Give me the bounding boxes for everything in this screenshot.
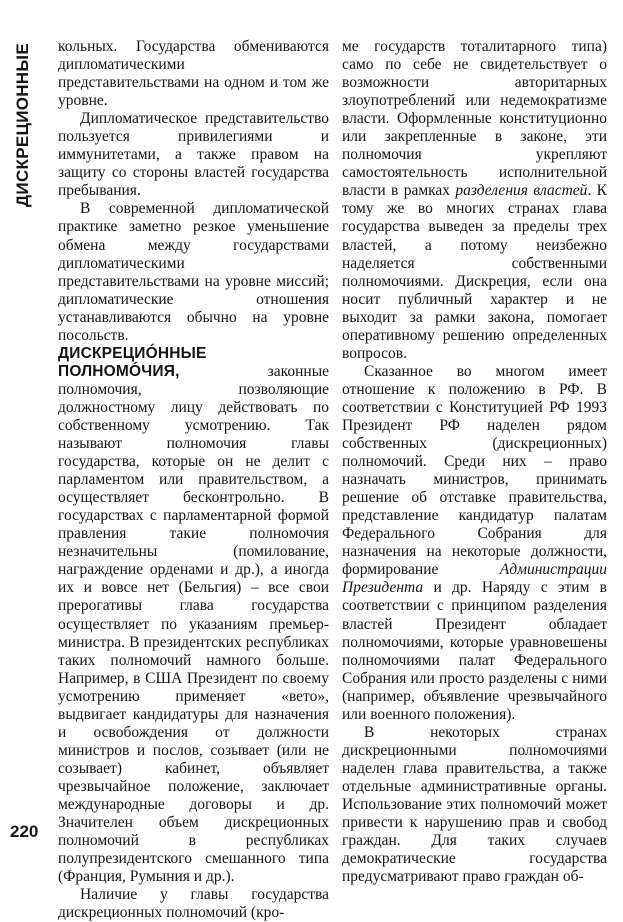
paragraph	[342, 38, 607, 363]
paragraph: В современной дипломатической практике заметно резкое уменьшение обмена между государствами дипломатическими представительствами на уровне миссий; дипломатические отношения устанавливаются обычно на уровне посольств.	[58, 200, 329, 344]
text-run: Сказанное во многом имеет отношение к положению в РФ. В соответствии с Конституцией РФ 1993 Президент РФ наделен рядом собственных (дискреционных) полномочий. Среди них – право назначать министров, принимать решение об отставке правительства, представление кандидатур палатам Федерального Собрания для назначения на некоторые должности, формирование	[342, 362, 607, 579]
running-head-text: ДИСКРЕЦИОННЫЕ	[13, 43, 32, 207]
page-number: 220	[10, 822, 39, 841]
entry-paragraph	[58, 345, 329, 886]
text-run: ме государств тоталитарного типа) само по себе не свидетельствует о возможности авторитарных злоупотреблений или недемократизме власти. Оформленные конституционно или закрепленные в законе, эти полномочия укрепляют самостоятельность исполнительной власти в рамках	[342, 38, 607, 200]
running-head	[10, 30, 36, 220]
entry-term: ДИСКРЕЦИÓННЫЕ ПОЛНОМÓЧИЯ,	[58, 344, 207, 380]
paragraph: Наличие у главы государства дискреционных полномочий (кро-	[58, 886, 329, 922]
left-column	[58, 38, 329, 922]
text-run: . К тому же во многих странах глава государства выведен за пределы трех властей, а потому неизбежно наделяется собственными полномочиями. Дискреция, если она носит публичный характер и не выходит за рамки закона, помогает оперативному решению определенных вопросов.	[342, 182, 608, 362]
entry-definition: законные полномочия, позволяющие должностному лицу действовать по собственному усмотрению. Так называют полномочия главы государства, которые он не делит с парламентом или правительством, а осуществляет бесконтрольно. В государствах с парламентарной формой правления такие полномочия незначительны (помилование, награждение орденами и др.), а иногда их и вовсе нет (Бельгия) – все свои прерогативы глава государства осуществляет по указаниям премьер-министра. В президентских республиках таких полномочий намного больше. Например, в США Президент по своему усмотрению применяет «вето», выдвигает кандидатуры для назначения и освобождения от должности министров и послов, созывает (или не созывает) кабинет, объявляет чрезвычайное положение, заключает международные договоры и др. Значителен объем дискреционных полномочий в республиках полупрезидентского смешанного типа (Франция, Румыния и др.).	[58, 362, 329, 886]
text-run: и др. Наряду с этим в соответствии с принципом разделения властей Президент обладает полномочиями, которые уравновешены полномочиями палат Федерального Собрания или просто разделены с ними (например, объявление чрезвычайного или военного положения).	[342, 579, 607, 723]
cross-reference: разделения властей	[455, 182, 588, 200]
right-column	[342, 38, 607, 886]
paragraph	[342, 363, 607, 724]
cross-reference: Администрации Президента	[342, 561, 607, 597]
paragraph: кольных. Государства обмениваются дипломатическими представительствами на одном и том же уровне.	[58, 38, 329, 110]
paragraph: Дипломатическое представительство пользуется привилегиями и иммунитетами, а также правом на защиту со стороны властей государства пребывания.	[58, 110, 329, 200]
paragraph: В некоторых странах дискреционными полномочиями наделен глава правительства, а также отдельные административные органы. Использование этих полномочий может привести к нарушению прав и свобод граждан. Для таких случаев демократические государства предусматривают право граждан об-	[342, 723, 607, 886]
